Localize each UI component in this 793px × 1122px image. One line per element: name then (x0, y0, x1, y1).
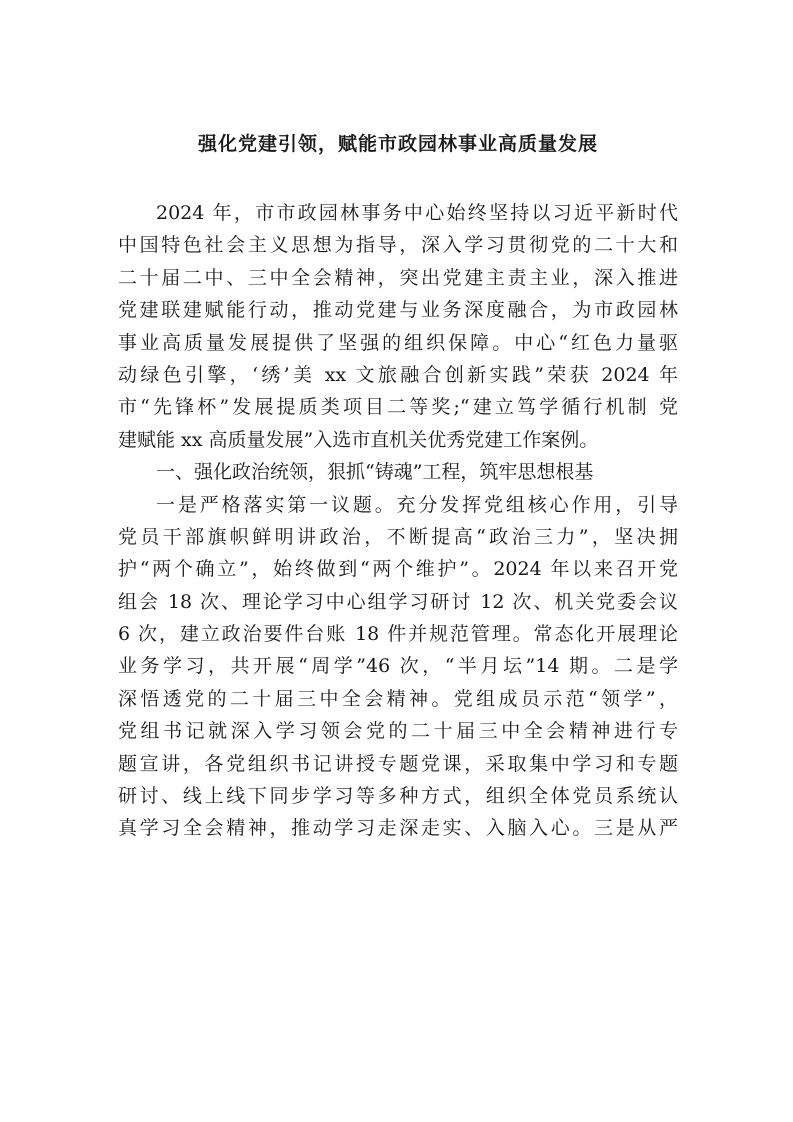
paragraph-line: 动绿色引擎，‘绣’美 xx 文旅融合创新实践”荣获 2024 年 (118, 363, 678, 386)
paragraph-line: 2024 年，市市政园林事务中心始终坚持以习近平新时代 (156, 202, 678, 224)
section-heading: 一、强化政治统领，狠抓“铸魂”工程，筑牢思想根基 (156, 461, 594, 484)
paragraph-line: 一是严格落实第一议题。充分发挥党组核心作用，引导 (156, 493, 678, 516)
paragraph-line: 组会 18 次、理论学习中心组学习研讨 12 次、机关党委会议 (118, 590, 678, 613)
paragraph-line: 护“两个确立”，始终做到“两个维护”。2024 年以来召开党 (118, 558, 678, 581)
paragraph-line: 建赋能 xx 高质量发展”入选市直机关优秀党建工作案例。 (118, 428, 599, 451)
paragraph-line: 党建联建赋能行动，推动党建与业务深度融合，为市政园林 (118, 299, 678, 322)
paragraph-line: 事业高质量发展提供了坚强的组织保障。中心“红色力量驱 (118, 331, 678, 354)
paragraph-line: 研讨、线上线下同步学习等多种方式，组织全体党员系统认 (118, 785, 678, 808)
paragraph-line: 业务学习，共开展“周学”46 次，“半月坛”14 期。二是学 (118, 655, 678, 678)
paragraph-line: 题宣讲，各党组织书记讲授专题党课，采取集中学习和专题 (118, 752, 678, 775)
paragraph-line: 市“先锋杯”发展提质类项目二等奖;“建立笃学循行机制 党 (118, 396, 678, 419)
document-body (118, 197, 678, 845)
paragraph-line: 真学习全会精神，推动学习走深走实、入脑入心。三是从严 (118, 817, 678, 840)
document-title: 强化党建引领，赋能市政园林事业高质量发展 (197, 133, 598, 155)
paragraph-line: 深悟透党的二十届三中全会精神。党组成员示范“领学”， (118, 687, 678, 710)
paragraph-line: 党员干部旗帜鲜明讲政治，不断提高“政治三力”，坚决拥 (118, 525, 678, 548)
paragraph-line: 党组书记就深入学习领会党的二十届三中全会精神进行专 (118, 720, 678, 743)
paragraph-line: 二十届二中、三中全会精神，突出党建主责主业，深入推进 (118, 266, 678, 289)
paragraph-line: 6 次，建立政治要件台账 18 件并规范管理。常态化开展理论 (118, 623, 678, 646)
paragraph-line: 中国特色社会主义思想为指导，深入学习贯彻党的二十大和 (118, 234, 678, 257)
